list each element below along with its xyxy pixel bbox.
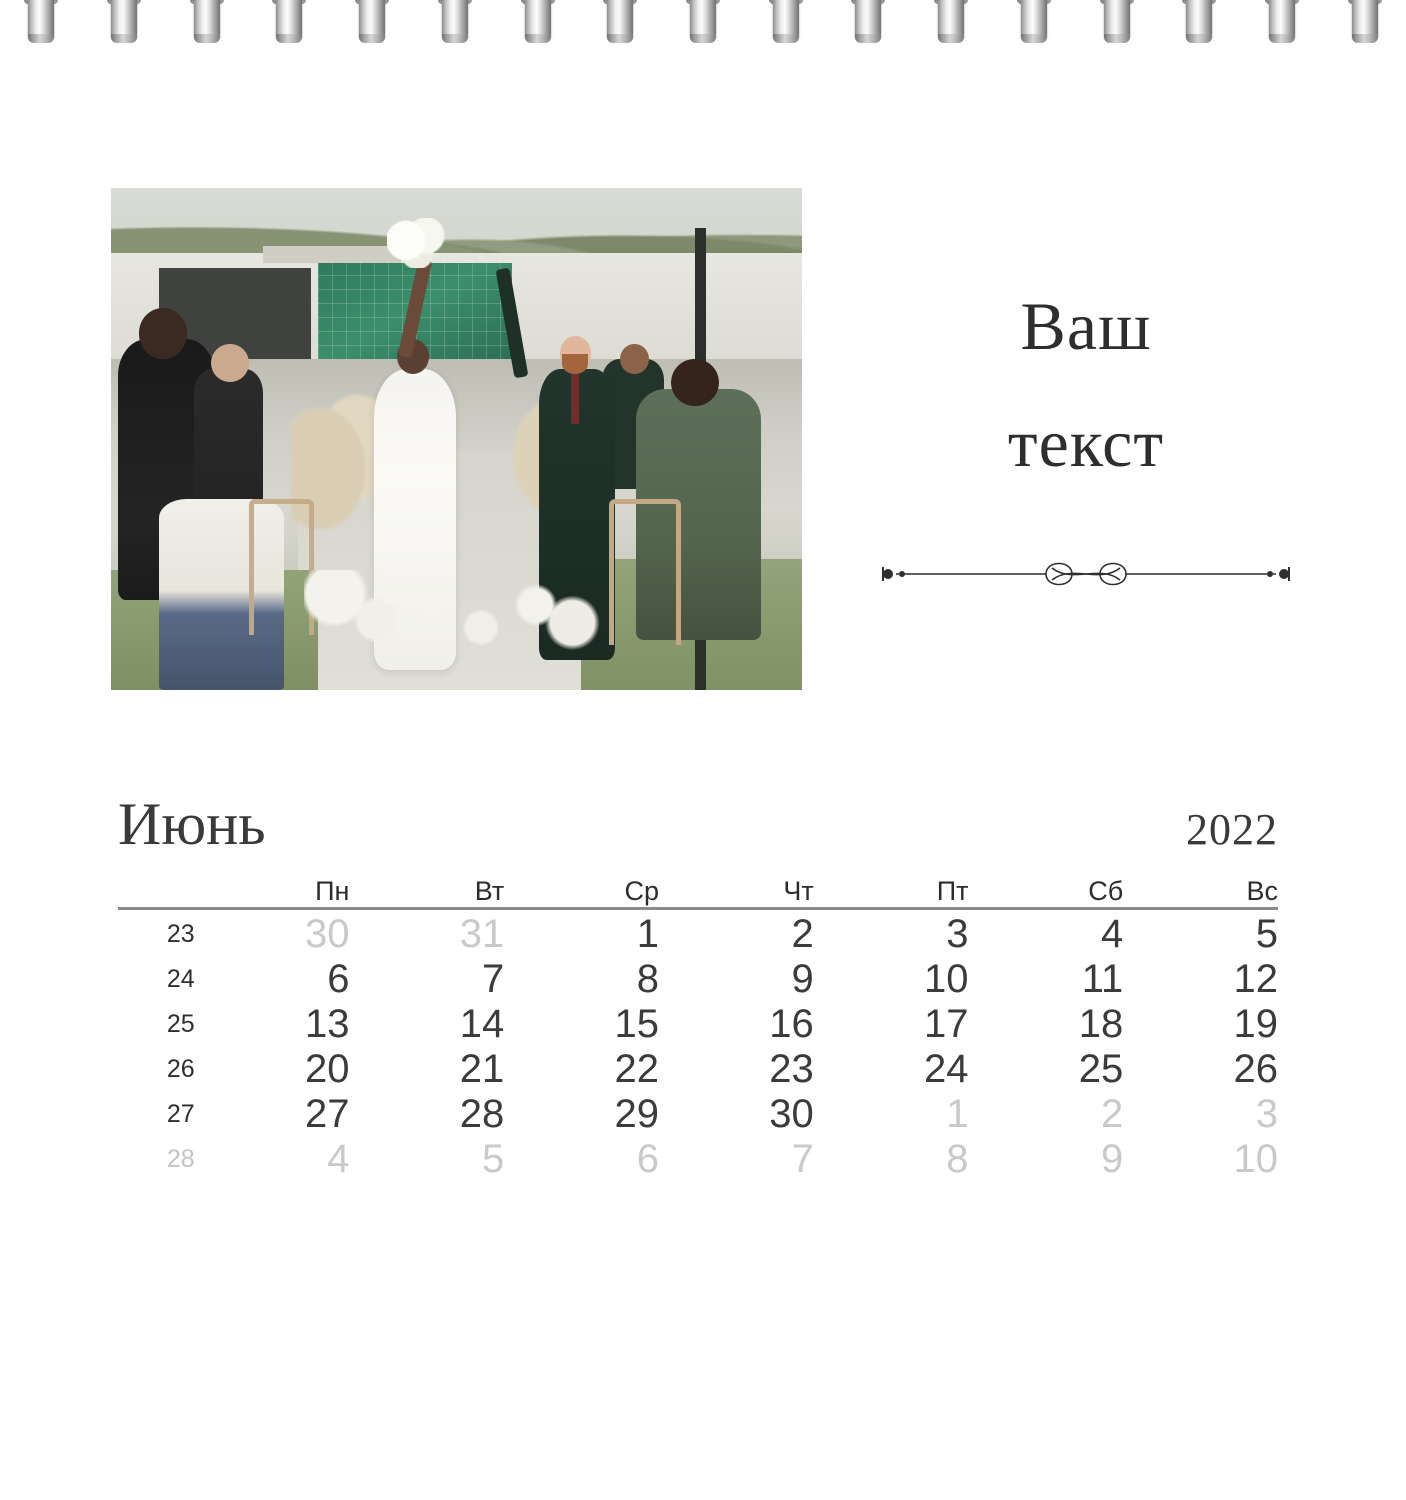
spiral-coil-icon: [769, 0, 803, 50]
weekday-mon: Пн: [315, 876, 350, 906]
weekday-tue: Вт: [474, 876, 505, 906]
calendar-month: Июнь: [118, 791, 266, 857]
spiral-coil-icon: [1348, 0, 1382, 50]
calendar-day-outside: 30: [304, 912, 350, 956]
photo-guest-right-1-head: [671, 359, 719, 407]
calendar-day: 4: [1100, 912, 1124, 956]
calendar-day: 7: [481, 957, 505, 1001]
weekday-thu: Чт: [783, 876, 814, 906]
calendar-day-outside: 8: [946, 1137, 969, 1181]
calendar-week-row: [118, 912, 1278, 957]
spiral-coil-icon: [438, 0, 472, 50]
calendar-day-outside: 7: [791, 1137, 814, 1181]
calendar-corner-cell: [118, 876, 195, 909]
calendar-day: 26: [1233, 1047, 1278, 1091]
calendar-day: 16: [769, 1002, 814, 1046]
photo-guest-left-1-head: [139, 308, 187, 358]
calendar-day: 14: [459, 1002, 505, 1046]
spiral-coil-icon: [190, 0, 224, 50]
calendar-day: 10: [923, 957, 969, 1001]
calendar-day-outside: 10: [1233, 1137, 1278, 1181]
calendar-day-outside: 9: [1100, 1137, 1124, 1181]
calendar-day-outside: 4: [327, 1137, 350, 1181]
calendar-week-row: [118, 1047, 1278, 1092]
photo-chair-right: [609, 499, 681, 645]
photo-groom-beard: [562, 354, 588, 374]
spiral-coil-icon: [521, 0, 555, 50]
calendar-day: 24: [923, 1047, 969, 1091]
page-top-area: [0, 188, 1406, 698]
calendar-day: 30: [769, 1092, 814, 1136]
week-number: 24: [166, 965, 195, 993]
spiral-coil-icon: [1017, 0, 1051, 50]
calendar-day: 5: [1255, 912, 1278, 956]
photo-bouquet: [387, 218, 449, 268]
photo-petals: [304, 570, 608, 650]
calendar-day-outside: 5: [481, 1137, 505, 1181]
week-number: 23: [166, 920, 195, 948]
calendar-day: 19: [1233, 1002, 1278, 1046]
custom-text-block[interactable]: [840, 268, 1332, 594]
calendar-header: [118, 790, 1278, 862]
calendar-day: 1: [636, 912, 659, 956]
spiral-coil-icon: [107, 0, 141, 50]
calendar-day: 17: [923, 1002, 969, 1046]
week-number: 26: [166, 1055, 195, 1083]
calendar-week-row: [118, 1137, 1278, 1182]
weekday-wed: Ср: [624, 876, 659, 906]
calendar-day: 23: [769, 1047, 814, 1091]
calendar-day: 12: [1233, 957, 1278, 1001]
calendar-week-row: [118, 957, 1278, 1002]
spiral-coil-icon: [355, 0, 389, 50]
spiral-coil-icon: [603, 0, 637, 50]
week-number: 28: [166, 1145, 195, 1173]
spiral-binding: [0, 0, 1406, 80]
week-number: 25: [166, 1010, 195, 1038]
calendar-day-outside: 3: [1255, 1092, 1278, 1136]
calendar-day-outside: 1: [946, 1092, 969, 1136]
spiral-coil-icon: [24, 0, 58, 50]
calendar-day: 21: [459, 1047, 505, 1091]
calendar-day: 3: [946, 912, 969, 956]
calendar-day: 15: [614, 1002, 659, 1046]
photo-guest-right-2-head: [620, 344, 649, 374]
calendar-grid: [118, 876, 1278, 1182]
wedding-photo: [111, 188, 802, 690]
calendar-day-outside: 31: [459, 912, 505, 956]
calendar-day: 8: [636, 957, 659, 1001]
calendar-day-outside: 2: [1100, 1092, 1124, 1136]
calendar-day-outside: 6: [636, 1137, 659, 1181]
calendar-day: 11: [1081, 957, 1124, 1001]
calendar-day: 9: [791, 957, 814, 1001]
calendar-day: 6: [327, 957, 350, 1001]
calendar-week-row: [118, 1092, 1278, 1137]
ornament-divider-icon: [840, 554, 1332, 594]
spiral-coil-icon: [1265, 0, 1299, 50]
spiral-coil-icon: [272, 0, 306, 50]
calendar-day: 27: [304, 1092, 350, 1136]
calendar-day: 2: [791, 912, 814, 956]
weekday-sat: Сб: [1088, 876, 1124, 906]
photo-groom-tie: [571, 374, 579, 424]
calendar-weekday-row: [118, 876, 1278, 909]
calendar-day: 20: [304, 1047, 350, 1091]
spiral-coil-icon: [1100, 0, 1134, 50]
calendar: [118, 790, 1278, 1182]
calendar-week-row: [118, 1002, 1278, 1047]
custom-text-line-2: текст: [1007, 404, 1165, 481]
calendar-day: 28: [459, 1092, 505, 1136]
photo-wall-ledge: [263, 246, 401, 264]
calendar-body: [118, 912, 1278, 1182]
weekday-sun: Вс: [1246, 876, 1278, 906]
photo-guest-left-2-head: [211, 344, 248, 382]
calendar-year: 2022: [1186, 805, 1278, 854]
spiral-coil-icon: [934, 0, 968, 50]
spiral-coil-icon: [1182, 0, 1216, 50]
custom-text-line-1: Ваш: [1020, 288, 1152, 364]
photo-canvas: [111, 188, 802, 690]
weekday-fri: Пт: [936, 876, 969, 906]
spiral-coil-icon: [686, 0, 720, 50]
spiral-coil-icon: [851, 0, 885, 50]
calendar-day: 13: [304, 1002, 350, 1046]
calendar-day: 22: [614, 1047, 659, 1091]
calendar-day: 25: [1078, 1047, 1124, 1091]
week-number: 27: [166, 1100, 195, 1128]
calendar-day: 18: [1078, 1002, 1124, 1046]
calendar-day: 29: [614, 1092, 659, 1136]
